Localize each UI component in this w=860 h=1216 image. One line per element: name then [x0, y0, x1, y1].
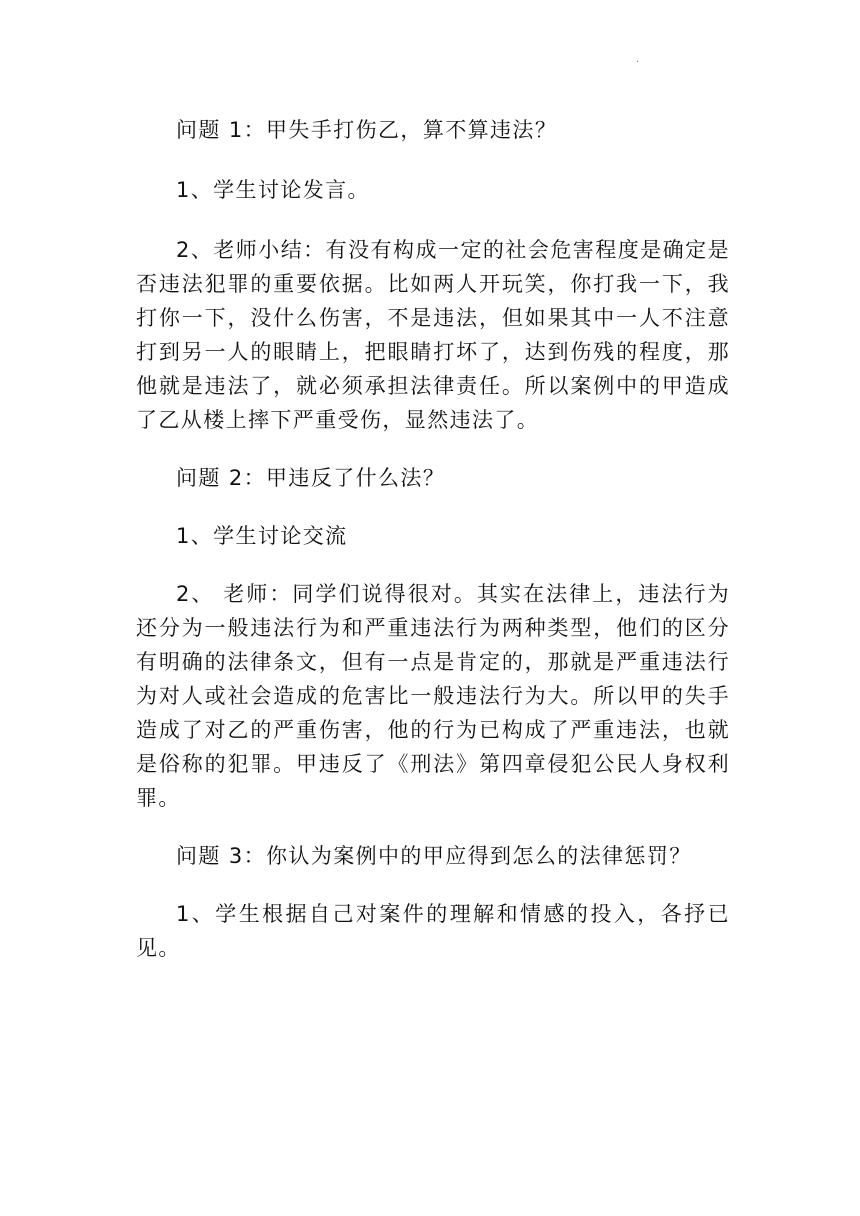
page-mark: · [636, 57, 640, 68]
question-1-step-1: 1、学生讨论发言。 [176, 178, 370, 202]
question-1-teacher-summary: 2、老师小结：有没有构成一定的社会危害程度是确定是否违法犯罪的重要依据。比如两人开玩笑，你打我一下，我打你一下，没什么伤害，不是违法，但如果其中一人不注意打到另一人的眼睛上，把眼睛打坏了，达到伤残的程度，那他就是违法了，就必须承担法律责任。所以案例中的甲造成了乙从楼上摔下严重受伤，显然违法了。 [136, 238, 730, 432]
question-2-step-1: 1、学生讨论交流 [176, 524, 348, 548]
question-2-teacher-explanation: 2、 老师：同学们说得很对。其实在法律上，违法行为还分为一般违法行为和严重违法行为两种类型，他们的区分有明确的法律条文，但有一点是肯定的，那就是严重违法行为对人或社会造成的危害比一般违法行为大。所以甲的失手造成了对乙的严重伤害，他的行为已构成了严重违法，也就是俗称的犯罪。甲违反了《刑法》第四章侵犯公民人身权利罪。 [136, 582, 730, 810]
question-1-heading: 问题 1：甲失手打伤乙，算不算违法？ [176, 118, 558, 142]
question-3-heading: 问题 3：你认为案例中的甲应得到怎么的法律惩罚？ [176, 844, 692, 868]
question-3-step-1: 1、学生根据自己对案件的理解和情感的投入，各抒已见。 [136, 902, 730, 960]
document-body [136, 113, 730, 965]
question-2-heading: 问题 2：甲违反了什么法？ [176, 466, 446, 490]
